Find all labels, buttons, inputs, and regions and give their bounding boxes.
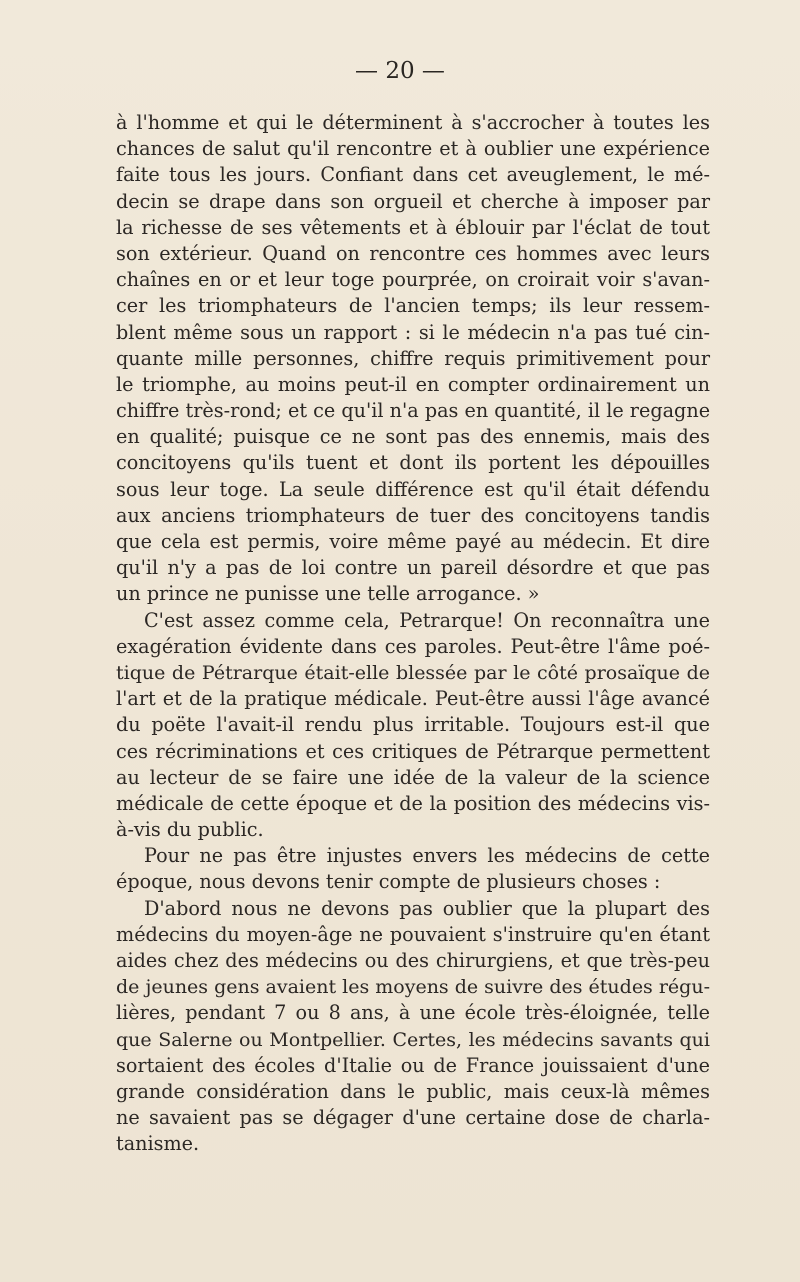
text-line: la richesse de ses vêtements et à éblouir par l'éclat de tout: [116, 215, 710, 239]
text-line: decin se drape dans son orgueil et cherche à imposer par: [116, 189, 710, 213]
text-line: aux anciens triomphateurs de tuer des concitoyens tandis: [116, 503, 710, 527]
text-line: quante mille personnes, chiffre requis primitivement pour: [116, 346, 710, 370]
text-line: C'est assez comme cela, Petrarque! On reconnaîtra une: [144, 608, 710, 632]
text-line: concitoyens qu'ils tuent et dont ils portent les dépouilles: [116, 451, 710, 475]
text-line: du poëte l'avait-il rendu plus irritable. Toujours est-il que: [116, 713, 710, 737]
text-line: au lecteur de se faire une idée de la valeur de la science: [116, 765, 710, 789]
text-line: exagération évidente dans ces paroles. Peut-être l'âme poé-: [116, 634, 710, 658]
text-line: son extérieur. Quand on rencontre ces hommes avec leurs: [116, 241, 710, 265]
text-line: sortaient des écoles d'Italie ou de France jouissaient d'une: [116, 1053, 710, 1077]
text-line: l'art et de la pratique médicale. Peut-être aussi l'âge avancé: [116, 687, 710, 711]
text-line: cer les triomphateurs de l'ancien temps; ils leur ressem-: [116, 294, 710, 318]
text-line: époque, nous devons tenir compte de plusieurs choses :: [116, 870, 661, 894]
text-line: D'abord nous ne devons pas oublier que la plupart des: [144, 896, 710, 920]
text-line: lières, pendant 7 ou 8 ans, à une école très-éloignée, telle: [116, 1001, 710, 1025]
text-line: chances de salut qu'il rencontre et à oublier une expérience: [116, 137, 710, 161]
text-line: aides chez des médecins ou des chirurgiens, et que très-peu: [116, 949, 710, 972]
text-line: médicale de cette époque et de la position des médecins vis-: [116, 791, 710, 815]
text-line: le triomphe, au moins peut-il en compter ordinairement un: [116, 372, 710, 396]
text-line: de jeunes gens avaient les moyens de suivre des études régu-: [116, 976, 710, 999]
text-line: tique de Pétrarque était-elle blessée par le côté prosaïque de: [116, 661, 710, 684]
text-line: ces récriminations et ces critiques de Pétrarque permettent: [116, 739, 710, 763]
text-line: à l'homme et qui le déterminent à s'accrocher à toutes les: [116, 111, 710, 134]
text-line: que cela est permis, voire même payé au médecin. Et dire: [116, 530, 710, 553]
text-line: que Salerne ou Montpellier. Certes, les médecins savants qui: [116, 1028, 710, 1051]
text-line: chaînes en or et leur toge pourprée, on croirait voir s'avan-: [116, 268, 710, 292]
text-line: faite tous les jours. Confiant dans cet aveuglement, le mé-: [116, 163, 710, 187]
text-line: un prince ne punisse une telle arrogance. »: [116, 582, 540, 606]
text-line: en qualité; puisque ce ne sont pas des ennemis, mais des: [116, 425, 710, 449]
text-line: blent même sous un rapport : si le médecin n'a pas tué cin-: [116, 320, 710, 344]
text-line: chiffre très-rond; et ce qu'il n'a pas en quantité, il le regagne: [116, 399, 711, 423]
text-line: à-vis du public.: [116, 818, 264, 842]
body-text: [116, 110, 710, 1158]
page-number: — 20 —: [355, 58, 445, 84]
text-line: ne savaient pas se dégager d'une certaine dose de charla-: [116, 1106, 710, 1130]
text-line: qu'il n'y a pas de loi contre un pareil désordre et que pas: [116, 556, 710, 580]
text-line: sous leur toge. La seule différence est qu'il était défendu: [116, 477, 710, 501]
text-line: grande considération dans le public, mais ceux-là mêmes: [116, 1079, 710, 1103]
text-line: tanisme.: [116, 1132, 200, 1156]
text-line: Pour ne pas être injustes envers les médecins de cette: [144, 844, 710, 868]
text-line: médecins du moyen-âge ne pouvaient s'instruire qu'en étant: [116, 922, 710, 946]
